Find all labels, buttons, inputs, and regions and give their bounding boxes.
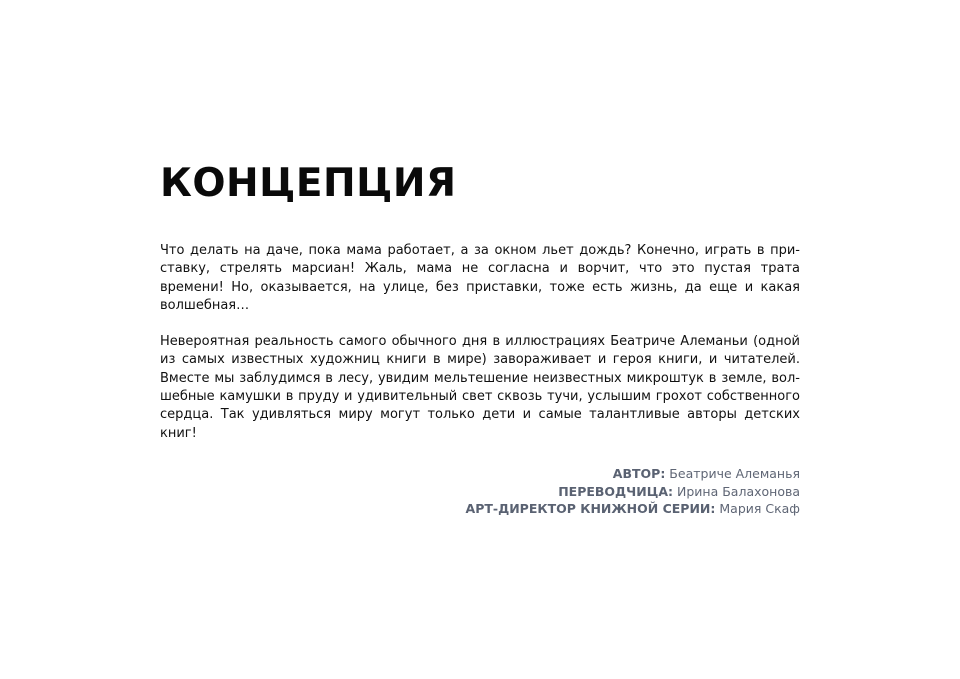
credit-name-value: Мария Скаф [719,501,800,516]
paragraph-intro: Что делать на даче, пока мама работает, а за окном льет дождь? Конечно, играть в приставку, стрелять марсиан! Жаль, мама не согласна и ворчит, что это пустая трата времени! Но, оказывается, на улице, без приставки, тоже есть жизнь, да еще и какая волшебная… [160,243,800,313]
credits-block [160,465,800,518]
credit-role-label: АРТ-ДИРЕКТОР КНИЖНОЙ СЕРИИ: [465,501,716,516]
credit-author [160,465,800,483]
body-text [160,242,800,461]
paragraph-description: Невероятная реальность самого обычного дня в иллюстрациях Беатриче Алеманьи (одной из самых известных художниц книги в мире) завораживает и героя книги, и читателей. Вместе мы заблудимся в лесу, увидим мельтешение неизвестных микроштук в земле, волшебные камушки в пруду и удивительный свет сквозь тучи, услышим грохот собственного сердца. Так удивляться миру могут только дети и самые талантливые авторы детских книг! [160,334,800,441]
credit-name-value: Ирина Балахонова [677,483,800,499]
page-title: КОНЦЕПЦИЯ [160,161,457,206]
credit-art-director [160,500,800,518]
credit-name-value: Беатриче Алеманья [669,466,800,481]
credit-role-label: ПЕРЕВОДЧИЦА: [558,483,674,499]
document-page [160,0,800,679]
credit-translator [160,483,800,501]
credit-role-label: АВТОР: [612,466,666,481]
